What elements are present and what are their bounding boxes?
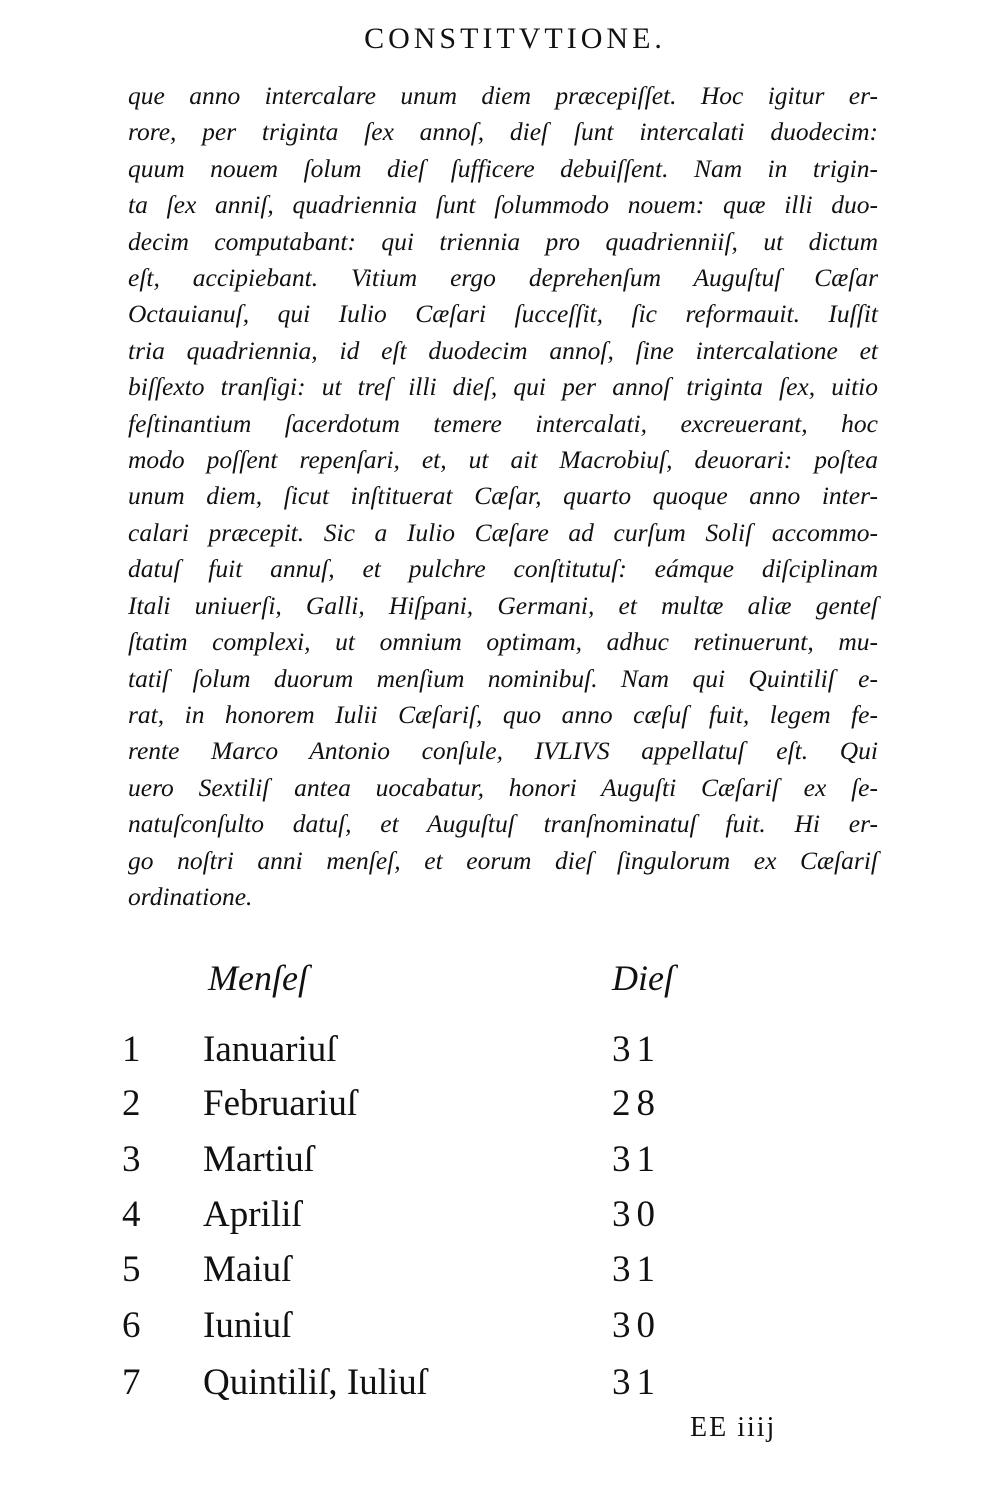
table-row: [0, 1028, 1000, 1084]
text-line: quum nouem ſolum dieſ ſufficere debuiſſent. Nam in trigin-: [128, 153, 878, 183]
table-row: [0, 1248, 1000, 1304]
table-row: [0, 1361, 1000, 1417]
text-line: rat, in honorem Iulii Cæſariſ, quo anno cæſuſ fuit, legem fe-: [128, 699, 878, 729]
signature-mark: EE iiij: [690, 1412, 777, 1443]
text-line: Itali uniuerſi, Galli, Hiſpani, Germani, et multæ aliæ genteſ: [128, 590, 878, 620]
month-name: Apriliſ: [203, 1194, 302, 1235]
table-row: [0, 1193, 1000, 1249]
text-line: datuſ fuit annuſ, et pulchre conſtitutuſ: eámque diſciplinam: [128, 554, 878, 584]
text-line: que anno intercalare unum diem præcepiſſet. Hoc igitur er-: [128, 81, 878, 110]
text-line: modo poſſent repenſari, et, ut ait Macrobiuſ, deuorari: poſtea: [128, 445, 878, 475]
text-line: ordinatione.: [128, 881, 253, 911]
table-row: [0, 1304, 1000, 1360]
month-number: 1: [122, 1029, 141, 1070]
text-line: ſtatim complexi, ut omnium optimam, adhuc retinuerunt, mu-: [128, 627, 878, 657]
running-head: CONSTITVTIONE.: [364, 22, 666, 55]
month-number: 4: [122, 1194, 141, 1235]
text-line: uero Sextiliſ antea uocabatur, honori Auguſti Cæſariſ ex ſe-: [128, 772, 878, 802]
day-count: 30: [612, 1194, 661, 1235]
text-line: decim computabant: qui triennia pro quadrienniiſ, ut dictum: [128, 226, 878, 256]
month-name: Maiuſ: [203, 1249, 292, 1290]
table-row: [0, 1138, 1000, 1194]
month-number: 6: [122, 1305, 141, 1346]
text-line: rente Marco Antonio conſule, IVLIVS appellatuſ eſt. Qui: [128, 736, 878, 766]
day-count: 31: [612, 1362, 661, 1403]
month-name: Martiuſ: [203, 1139, 314, 1180]
month-name: Ianuariuſ: [203, 1029, 337, 1070]
table-row: [0, 1082, 1000, 1138]
text-line: tria quadriennia, id eſt duodecim annoſ, ſine intercalatione et: [128, 335, 878, 365]
day-count: 31: [612, 1029, 661, 1070]
day-count: 30: [612, 1305, 661, 1346]
text-line: tatiſ ſolum duorum menſium nominibuſ. Nam qui Quintiliſ e-: [128, 663, 878, 693]
text-line: unum diem, ſicut inſtituerat Cæſar, quarto quoque anno inter-: [128, 481, 878, 511]
header-days: Dieſ: [612, 958, 674, 998]
text-line: feſtinantium ſacerdotum temere intercalati, excreuerant, hoc: [128, 408, 878, 438]
month-number: 3: [122, 1139, 141, 1180]
text-line: ta ſex anniſ, quadriennia ſunt ſolummodo nouem: quæ illi duo-: [128, 190, 878, 220]
day-count: 31: [612, 1139, 661, 1180]
text-line: eſt, accipiebant. Vitium ergo deprehenſum Auguſtuſ Cæſar: [128, 263, 878, 293]
month-name: Februariuſ: [203, 1083, 358, 1124]
text-line: Octauianuſ, qui Iulio Cæſari ſucceſſit, ſic reformauit. Iuſſit: [128, 299, 878, 329]
text-line: rore, per triginta ſex annoſ, dieſ ſunt intercalati duodecim:: [128, 117, 878, 147]
month-name: Quintiliſ, Iuliuſ: [203, 1362, 428, 1403]
month-number: 7: [122, 1362, 141, 1403]
day-count: 31: [612, 1249, 661, 1290]
month-name: Iuniuſ: [203, 1305, 292, 1346]
month-number: 2: [122, 1083, 141, 1124]
text-line: natuſconſulto datuſ, et Auguſtuſ tranſnominatuſ fuit. Hi er-: [128, 809, 878, 839]
header-months: Menſeſ: [208, 958, 308, 998]
day-count: 28: [612, 1083, 661, 1124]
text-line: biſſexto tranſigi: ut treſ illi dieſ, qui per annoſ triginta ſex, uitio: [128, 372, 878, 402]
text-line: calari præcepit. Sic a Iulio Cæſare ad curſum Soliſ accommo-: [128, 517, 878, 547]
month-number: 5: [122, 1249, 141, 1290]
text-line: go noſtri anni menſeſ, et eorum dieſ ſingulorum ex Cæſariſ: [128, 845, 878, 875]
